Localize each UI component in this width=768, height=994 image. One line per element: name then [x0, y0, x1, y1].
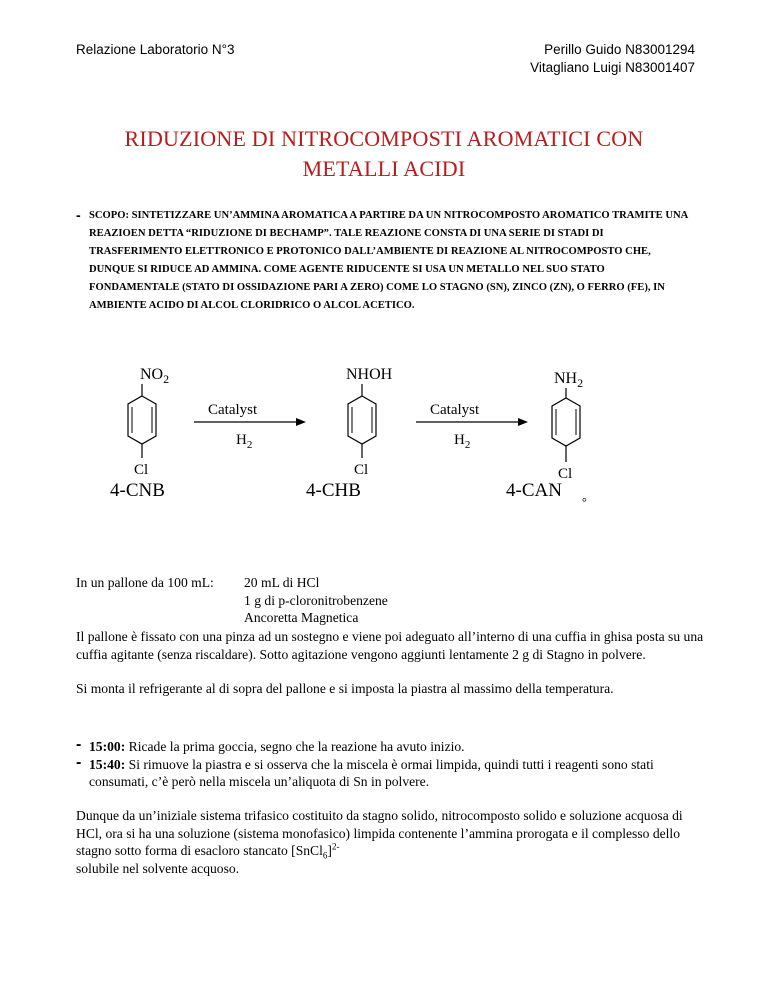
bullet-dash: -	[76, 207, 81, 223]
conclusion-tail: solubile nel solvente acquoso.	[76, 860, 240, 876]
molecule-4-cnb	[110, 366, 169, 501]
author-1: Perillo Guido N83001294	[544, 42, 695, 57]
arrow-2	[416, 402, 528, 451]
timeline-text: Ricade la prima goccia, segno che la reazione ha avuto inizio.	[125, 739, 465, 754]
procedure-paragraph-1: Il pallone è fissato con una pinza ad un sostegno e viene poi adeguato all’interno di una cuffia in ghisa posta su una cuffia agitante (senza riscaldare). Sotto agitazione vengono aggiunti lentamente 2 g di Stagno in polvere.	[76, 629, 704, 662]
reaction-scheme	[96, 358, 656, 508]
procedure-paragraph-2: Si monta il refrigerante al di sopra del pallone e si imposta la piastra al massimo della temperatura.	[76, 681, 614, 696]
title-line-2: METALLI ACIDI	[302, 156, 466, 181]
title-line-1: RIDUZIONE DI NITROCOMPOSTI AROMATICI CON	[124, 126, 644, 151]
bullet-dash: -	[76, 736, 82, 753]
scopo-text: SCOPO: SINTETIZZARE UN’AMMINA AROMATICA A PARTIRE DA UN NITROCOMPOSTO AROMATICO TRAMITE UNA REAZIOEN DETTA “RIDUZIONE DI BECHAMP”. TALE REAZIONE CONSTA DI UNA SERIE DI STADI DI TRASFERIMENTO ELETTRONICO E PROTONICO DALL’AMBIENTE DI REAZIONE AL NITROCOMPOSTO CHE, DUNQUE SI RIDUCE AD AMMINA. COME AGENTE RIDUCENTE SI USA UN METALLO NEL SUO STATO FONDAMENTALE (STATO DI OSSIDAZIONE PARI A ZERO) COME LO STAGNO (SN), ZINCO (ZN), O FERRO (FE), IN AMBIENTE ACIDO DI ALCOL CLORIDRICO O ALCOL ACETICO.	[89, 210, 688, 311]
header-left: Relazione Laboratorio N°3	[76, 42, 235, 57]
timeline-list	[76, 738, 706, 791]
molecule-4-chb	[306, 366, 393, 501]
author-2: Vitagliano Luigi N83001407	[530, 60, 695, 75]
mol1-top-group: $NO_2$	[140, 366, 170, 386]
arrow2-above: Catalyst	[430, 402, 480, 418]
material-item: 20 mL di HCl	[244, 575, 320, 590]
timeline-item	[76, 753, 706, 791]
materials-label: In un pallone da 100 mL:	[76, 575, 214, 590]
timeline-item	[76, 738, 706, 756]
mol2-name: 4-CHB	[306, 480, 361, 501]
mol2-top-group: NHOH	[346, 366, 393, 383]
arrow-1	[194, 402, 306, 451]
bullet-dash: -	[76, 753, 82, 771]
material-item: Ancoretta Magnetica	[244, 610, 359, 625]
molecule-4-can	[506, 370, 587, 508]
timeline-text: Si rimuove la piastra e si osserva che la miscela è ormai limpida, quindi tutti i reagenti sono stati consumati, c’è però nella miscela un’aliquota di Sn in polvere.	[89, 756, 654, 789]
superscript: 2-	[331, 841, 340, 852]
arrow1-above: Catalyst	[208, 402, 258, 418]
timeline-time: 15:40:	[89, 756, 126, 772]
arrow1-below: $H_2$	[236, 432, 253, 451]
scopo-section	[76, 207, 696, 315]
trailing-mark: °	[582, 495, 587, 508]
mol1-name: 4-CNB	[110, 480, 165, 501]
header-right	[530, 41, 695, 77]
conclusion-text: Dunque da un’iniziale sistema trifasico costituito da stagno solido, nitrocomposto solido e soluzione acquosa di HCl, ora si ha una soluzione (sistema monofasico) limpida contenente l’ammina prorogata e il complesso dello stagno sotto forma di esacloro stancato [SnCl	[76, 808, 683, 858]
mol3-top-group: $NH_2$	[554, 370, 584, 390]
subscript: 6	[322, 850, 328, 861]
mol1-bottom-cl: Cl	[134, 462, 149, 478]
bracket: ]	[327, 843, 332, 858]
mol3-bottom-cl: Cl	[558, 466, 573, 482]
materials-block	[76, 574, 706, 627]
mol2-bottom-cl: Cl	[354, 462, 369, 478]
mol3-name: 4-CAN	[506, 480, 562, 501]
page-title	[60, 124, 708, 184]
arrow2-below: $H_2$	[454, 432, 471, 451]
conclusion-paragraph	[76, 807, 706, 877]
timeline-time: 15:00:	[89, 739, 126, 754]
material-item: 1 g di p-cloronitrobenzene	[244, 592, 388, 608]
